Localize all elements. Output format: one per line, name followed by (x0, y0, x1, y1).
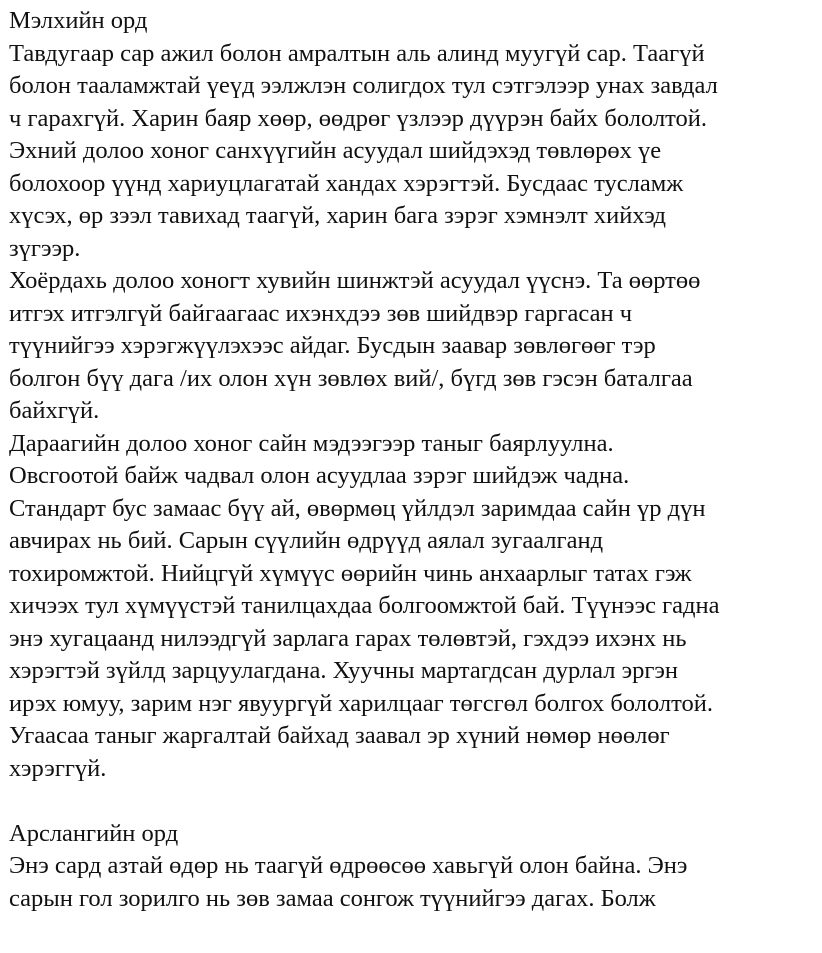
text-line: Энэ сард азтай өдөр нь таагүй өдрөөсөө хавьгүй олон байна. Энэ (9, 852, 688, 879)
text-line: зүгээр. (9, 234, 81, 262)
text-line: Дараагийн долоо хоног сайн мэдээгээр таныг баярлуулна. (9, 429, 614, 457)
document-page (9, 5, 819, 915)
paragraph (9, 38, 819, 266)
text-line: Хоёрдахь долоо хоногт хувийн шинжтэй асуудал үүснэ. Та өөртөө (9, 267, 701, 294)
text-line: байхгүй. (9, 397, 100, 424)
text-line: хичээх тул хүмүүстэй танилцахдаа болгоомжтой бай. Түүнээс гадна (9, 592, 720, 619)
paragraph (9, 850, 819, 915)
text-line: Овсгоотой байж чадвал олон асуудлаа зэрэг шийдэж чадна. (9, 462, 630, 489)
text-line: Стандарт бус замаас бүү ай, өвөрмөц үйлдэл заримдаа сайн үр дүн (9, 494, 706, 522)
text-line: сарын гол зорилго нь зөв замаа сонгож түүнийгээ дагах. Болж (9, 884, 656, 912)
text-line: Угаасаа таныг жаргалтай байхад заавал эр хүний нөмөр нөөлөг (9, 722, 670, 749)
section-arslan (9, 818, 819, 916)
text-line: энэ хугацаанд нилээдгүй зарлага гарах төлөвтэй, гэхдээ ихэнх нь (9, 624, 687, 652)
text-line: хэрэгтэй зүйлд зарцуулагдана. Хуучны мартагдсан дурлал эргэн (9, 657, 679, 684)
text-line: ирэх юмуу, зарим нэг явуургүй харилцааг төгсгөл болгох бололтой. (9, 689, 713, 717)
paragraph (9, 265, 819, 428)
section-gap (9, 785, 819, 818)
text-line: тохиромжтой. Нийцгүй хүмүүс өөрийн чинь анхаарлыг татах гэж (9, 559, 692, 587)
text-line: Тавдугаар сар ажил болон амралтын аль алинд муугүй сар. Таагүй (9, 39, 705, 67)
section-melkhii (9, 5, 819, 785)
text-line: болохоор үүнд хариуцлагатай хандах хэрэгтэй. Бусдаас тусламж (9, 169, 684, 197)
text-line: түүнийгээ хэрэгжүүлэхээс айдаг. Бусдын заавар зөвлөгөөг тэр (9, 332, 656, 359)
paragraph (9, 428, 819, 786)
text-line: хэрэггүй. (9, 754, 107, 782)
section-heading: Арслангийн орд (9, 819, 179, 847)
text-line: болон тааламжтай үеүд ээлжлэн солигдох тул сэтгэлээр унах завдал (9, 72, 718, 99)
text-line: Эхний долоо хоног санхүүгийн асуудал шийдэхэд төвлөрөх үе (9, 137, 662, 164)
text-line: болгон бүү дага /их олон хүн зөвлөх вий/, бүгд зөв гэсэн баталгаа (9, 364, 693, 392)
section-heading: Мэлхийн орд (9, 7, 148, 34)
text-line: хүсэх, өр зээл тавихад таагүй, харин бага зэрэг хэмнэлт хийхэд (9, 202, 666, 229)
text-line: ч гарахгүй. Харин баяр хөөр, өөдрөг үзлээр дүүрэн байх бололтой. (9, 104, 708, 132)
text-line: авчирах нь бий. Сарын сүүлийн өдрүүд аялал зугаалганд (9, 527, 604, 554)
text-line: итгэх итгэлгүй байгаагаас ихэнхдээ зөв шийдвэр гаргасан ч (9, 299, 633, 327)
